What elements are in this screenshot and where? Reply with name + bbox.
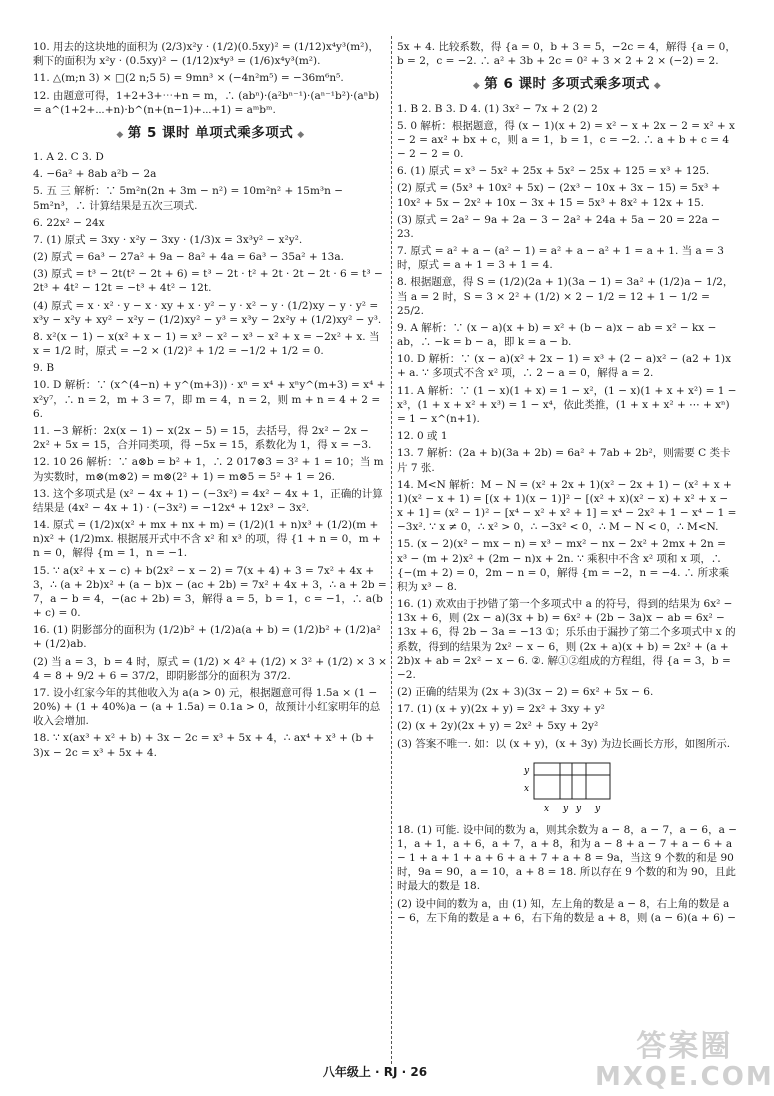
watermark-logo	[595, 1030, 774, 1092]
diamond-icon: ◆	[116, 129, 124, 140]
answer-line: 7. (1) 原式 = 3xy · x²y − 3xy · (1/3)x = 3x³y² − x²y².	[33, 233, 303, 246]
figure-col-label: y	[576, 803, 582, 814]
answer-line: (2) 原式 = (5x³ + 10x² + 5x) − (2x³ − 10x + 3x − 15) = 5x³ + 10x² + 5x − 2x² + 10x − 3x + 15 = 5x³ + 8x² + 12x + 15.	[397, 182, 721, 209]
answer-line: 11. △(m;n 3) × □(2 n;5 5) = 9mn³ × (−4n²m⁵) = −36m⁶n⁵.	[33, 72, 344, 85]
answer-line: 5x + 4. 比较系数，得 {a = 0，b + 3 = 5，−2c = 4，解得 {a = 0，b = 2，c = −2. ∴ a² + 3b + 2c = 0² + 3 × 2 + 2 × (−2) = 2.	[397, 41, 736, 68]
rectangle-figure-svg	[512, 757, 622, 815]
answer-line: 14. 原式 = (1/2)x(x² + mx + nx + m) = (1/2)(1 + n)x³ + (1/2)(m + n)x² + (1/2)mx. 根据展开式中不含 x² 和 x³ 的项，得 {1 + n = 0，m + n = 0，解得 {m = 1，n = −1.	[33, 519, 381, 560]
answer-line: 10. D 解析：∵ (x^(4−n) + y^(m+3)) · xⁿ = x⁴ + xⁿy^(m+3) = x⁴ + x²y⁷，∴ n = 2，m + 3 = 7，即 m = 4，n = 2，则 m + n = 4 + 2 = 6.	[33, 379, 386, 420]
answer-line: 1. B 2. B 3. D 4. (1) 3x² − 7x + 2 (2) 2	[397, 102, 598, 115]
answer-line: (3) 原式 = 2a² − 9a + 2a − 3 − 2a² + 24a + 5a − 20 = 22a − 23.	[397, 213, 721, 240]
answer-line: 17. (1) (x + y)(2x + y) = 2x² + 3xy + y²	[397, 703, 605, 716]
answer-line: (3) 原式 = t³ − 2t(t² − 2t + 6) = t³ − 2t · t² + 2t · 2t − 2t · 6 = t³ − 2t³ + 4t² − 12t = −t³ + 4t² − 12t.	[33, 268, 383, 295]
answer-line: 17. 设小红家今年的其他收入为 a(a > 0) 元，根据题意可得 1.5a × (1 − 20%) + (1 + 40%)a − (a + 1.5a) = 0.1a > 0，故预计小红家明年的总收入会增加.	[33, 686, 381, 728]
answer-line: 12. 10 26 解析：∵ a⊗b = b² + 1，∴ 2 017⊗3 = 3² + 1 = 10；当 m 为实数时，m⊗(m⊗2) = m⊗(2² + 1) = m⊗5 = 5² + 1 = 26.	[33, 456, 384, 483]
figure-col-label: y	[595, 803, 601, 814]
answer-line: 5. 五 三 解析：∵ 5m²n(2n + 3m − n²) = 10m²n² + 15m³n − 5m²n³，∴ 计算结果是五次三项式.	[33, 185, 344, 212]
answer-line: 4. −6a² + 8ab a²b − 2a	[33, 168, 157, 181]
answer-line: 14. M<N 解析：M − N = (x² + 2x + 1)(x² − 2x + 1) − (x² + x + 1)(x² − x + 1) = [(x + 1)(x − 1)]² − [(x² + x)(x² − x) + x² + x − x + 1] = (x² − 1)² − [x⁴ − x² + x² + 1] = x⁴ − 2x² + 1 − x⁴ − 1 = −3x². ∵ x ≠ 0，∴ x² > 0，∴ −3x² < 0，∴ M − N < 0，∴ M<N.	[397, 478, 737, 534]
answer-line: 6. (1) 原式 = x³ − 5x² + 25x + 5x² − 25x + 125 = x³ + 125.	[397, 165, 710, 178]
section-heading	[397, 75, 737, 93]
section-heading-text: 第 5 课时 单项式乘多项式	[127, 124, 294, 141]
figure-col-label: y	[563, 803, 569, 814]
watermark-line1: 答案圈	[636, 1029, 733, 1064]
figure-row-label: y	[524, 765, 530, 776]
page-footer: 八年级上 · RJ · 26	[322, 1065, 428, 1079]
answer-line: 18. (1) 可能. 设中间的数为 a，则其余数为 a − 8，a − 7，a − 6，a − 1，a + 1，a + 6，a + 7，a + 8，和为 a − 8 + a − 7 + a − 6 + a − 1 + a + 1 + a + 6 + a + 7 + a + 8 = 9a，当这 9 个数的和是 90 时，9a = 90，a = 10，a + 8 = 18. 所以存在 9 个数的和为 90，且此时最大的数是 18.	[397, 823, 737, 893]
section-heading	[33, 124, 388, 142]
answer-line: 11. A 解析：∵ (1 − x)(1 + x) = 1 − x²，(1 − x)(1 + x + x²) = 1 − x³，(1 + x + x² + x³) = 1 − x⁴，依此类推，(1 + x + x² + ⋯ + xⁿ) = 1 − x^(n+1).	[397, 384, 737, 425]
figure-row-label: x	[524, 783, 530, 794]
answer-line: (2) 原式 = 6a³ − 27a² + 9a − 8a² + 4a = 6a³ − 35a² + 13a.	[33, 251, 344, 264]
answer-line: 10. 用去的这块地的面积为 (2/3)x²y · (1/2)(0.5xy)² = (1/12)x⁴y³(m²)，剩下的面积为 x²y · (0.5xy)² − (1/12)x⁴y³ = (1/6)x⁴y³(m²).	[33, 41, 379, 68]
answer-line: (4) 原式 = x · x² · y − x · xy + x · y² − y · x² − y · (1/2)xy − y · y² = x³y − x²y + xy² − x²y − (1/2)xy² − y³ = x³y − 2x²y + (1/2)xy² − y³.	[33, 299, 382, 326]
answer-line: 7. 原式 = a² + a − (a² − 1) = a² + a − a² + 1 = a + 1. 当 a = 3 时，原式 = a + 1 = 3 + 1 = 4.	[397, 245, 724, 272]
diamond-icon: ◆	[472, 81, 481, 92]
answer-line: 8. x²(x − 1) − x(x² + x − 1) = x³ − x² − x³ − x² + x = −2x² + x. 当 x = 1/2 时，原式 = −2 × (1/2)² + 1/2 = −1/2 + 1/2 = 0.	[33, 330, 380, 358]
answer-line: 18. ∵ x(ax³ + x² + b) + 3x − 2c = x³ + 5x + 4，∴ ax⁴ + x³ + (b + 3)x − 2c = x³ + 5x + 4.	[33, 732, 375, 759]
answer-line: 15. ∵ a(x² + x − c) + b(2x² − x − 2) = 7(x + 4) + 3 = 7x² + 4x + 3，∴ (a + 2b)x² + (a − b)x − (ac + 2b) = 7x² + 4x + 3，∴ a + 2b = 7，a − b = 4，−(ac + 2b) = 3，解得 a = 5，b = 1，c = −1，∴ a(b + c) = 0.	[33, 564, 387, 620]
answer-line: 1. A 2. C 3. D	[33, 151, 104, 164]
right-column	[397, 40, 737, 928]
answer-line: 10. D 解析：∵ (x − a)(x² + 2x − 1) = x³ + (2 − a)x² − (a2 + 1)x + a. ∵ 多项式不含 x² 项，∴ 2 − a = 0，解得 a = 2.	[397, 353, 732, 380]
column-divider	[391, 36, 392, 1064]
diamond-icon: ◆	[297, 129, 305, 140]
answer-line: (2) (x + 2y)(2x + y) = 2x² + 5xy + 2y²	[397, 720, 599, 733]
answer-line: 13. 这个多项式是 (x² − 4x + 1) − (−3x²) = 4x² − 4x + 1，正确的计算结果是 (4x² − 4x + 1) · (−3x²) = −12x⁴ + 12x³ − 3x².	[33, 487, 383, 514]
answer-line: 11. −3 解析：2x(x − 1) − x(2x − 5) = 15，去括号，得 2x² − 2x − 2x² + 5x = 15，合并同类项，得 −5x = 15，系数化为 1，得 x = −3.	[33, 425, 372, 452]
answer-line: 6. 22x² − 24x	[33, 216, 105, 229]
answer-line: (2) 正确的结果为 (2x + 3)(3x − 2) = 6x² + 5x − 6.	[397, 686, 654, 699]
answer-line: 16. (1) 欢欢由于抄错了第一个多项式中 a 的符号，得到的结果为 6x² − 13x + 6，则 (2x − a)(3x + b) = 6x² + (2b − 3a)x − ab = 6x² − 13x + 6，得 2b − 3a = −13 ①；乐乐由于漏抄了第二个多项式中 x 的系数，得到的结果为 2x² − x − 6，则 (2x + a)(x + b) = 2x² + (a + 2b)x + ab = 2x² − x − 6. ②. 解①②组成的方程组，得 {a = 3，b = −2.	[397, 598, 736, 681]
answer-line: (2) 当 a = 3，b = 4 时，原式 = (1/2) × 4² + (1/2) × 3² + (1/2) × 3 × 4 = 8 + 9/2 + 6 = 37/2，即阴影部分的面积为 37/2.	[33, 655, 387, 682]
answer-line: 12. 由题意可得，1+2+3+⋯+n = m，∴ (abⁿ)·(a²bⁿ⁻¹)·(aⁿ⁻¹b²)·(aⁿb) = a^(1+2+⋯+n)·b^(n+(n−1)+⋯+1) = aᵐbᵐ.	[33, 89, 380, 116]
diamond-icon: ◆	[653, 81, 662, 92]
figure-col-label: x	[544, 803, 550, 814]
answer-line: (3) 答案不唯一. 如：以 (x + y)，(x + 3y) 为边长画长方形，如图所示.	[397, 737, 731, 750]
answer-line: 8. 根据题意，得 S = (1/2)(2a + 1)(3a − 1) = 3a² + (1/2)a − 1/2，当 a = 2 时，S = 3 × 2² + (1/2) × 2 − 1/2 = 12 + 1 − 1/2 = 25/2.	[397, 276, 734, 317]
answer-line: 9. B	[33, 362, 55, 375]
answer-line: 13. 7 解析：(2a + b)(3a + 2b) = 6a² + 7ab + 2b²，则需要 C 类卡片 7 张.	[397, 447, 731, 474]
section-heading-text: 第 6 课时 多项式乘多项式	[484, 76, 650, 93]
answer-line: 15. (x − 2)(x² − mx − n) = x³ − mx² − nx − 2x² + 2mx + 2n = x³ − (m + 2)x² + (2m − n)x + 2n. ∵ 乘积中不含 x² 项和 x 项，∴ {−(m + 2) = 0，2m − n = 0，解得 {m = −2，n = −4. ∴ 所求乘积为 x³ − 8.	[397, 538, 730, 593]
rectangle-figure	[512, 757, 622, 815]
answer-line: 9. A 解析：∵ (x − a)(x + b) = x² + (b − a)x − ab = x² − kx − ab，∴ −k = b − a，即 k = a − b.	[397, 321, 717, 349]
answer-line: 5. 0 解析：根据题意，得 (x − 1)(x + 2) = x² − x + 2x − 2 = x² + x − 2 = ax² + bx + c，则 a = 1，b = 1，c = −2. ∴ a + b + c = 4 − 2 − 2 = 0.	[397, 119, 735, 161]
left-column	[33, 40, 388, 763]
answer-line: 12. 0 或 1	[397, 430, 448, 443]
answer-line: (2) 设中间的数为 a，由 (1) 知，左上角的数是 a − 8，右上角的数是 a − 6，左下角的数是 a + 6，右下角的数是 a + 8，则 (a − 6)(a + 6) −	[397, 897, 737, 924]
watermark-line2: MXQE.COM	[595, 1062, 774, 1092]
answer-line: 16. (1) 阴影部分的面积为 (1/2)b² + (1/2)a(a + b) = (1/2)b² + (1/2)a² + (1/2)ab.	[33, 624, 381, 651]
